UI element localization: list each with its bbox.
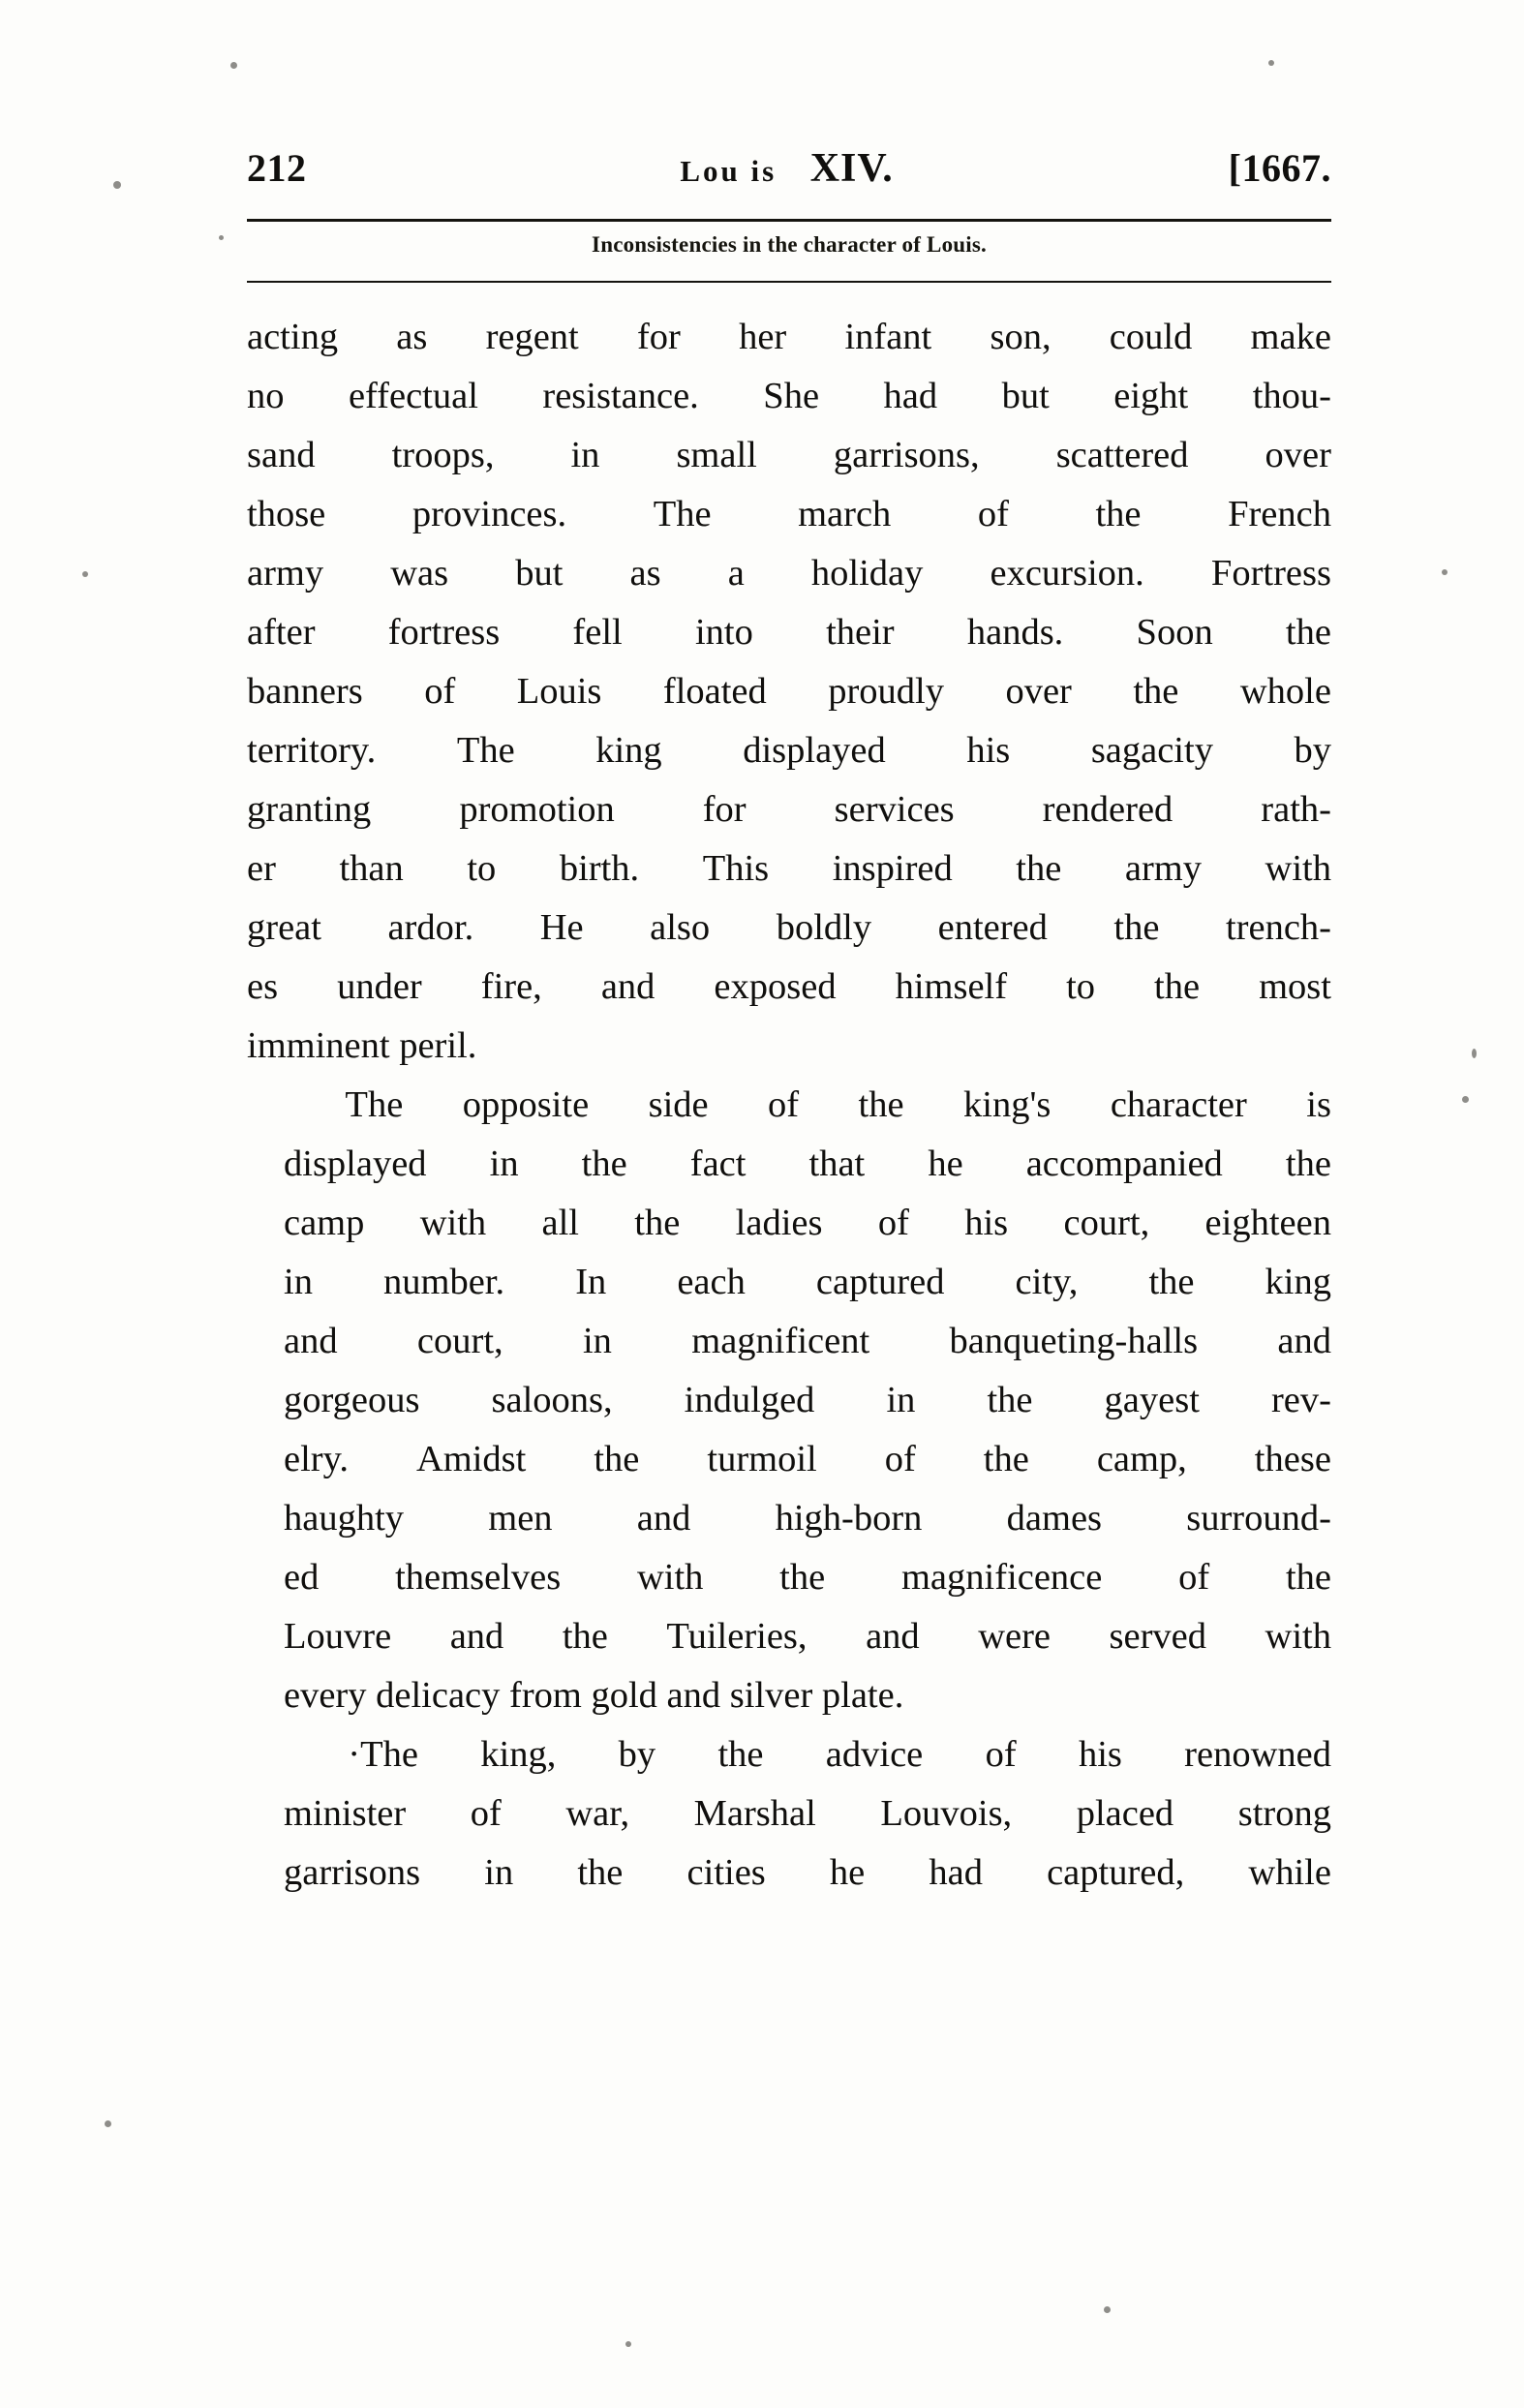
page-number: 212: [247, 146, 307, 190]
word: resistance.: [542, 376, 699, 416]
word: over: [1265, 435, 1331, 475]
text-line: [247, 1784, 1331, 1844]
text-line: [247, 839, 1331, 899]
word: but: [515, 553, 564, 594]
word: as: [396, 317, 428, 357]
text-line: [247, 1844, 1331, 1903]
word: to: [1066, 966, 1096, 1007]
word: gayest: [1104, 1380, 1200, 1420]
word: turmoil: [707, 1439, 817, 1479]
word: In: [575, 1262, 607, 1302]
word: granting: [247, 789, 372, 830]
word: excursion.: [990, 553, 1144, 594]
word: of: [985, 1734, 1017, 1775]
word: placed: [1076, 1793, 1174, 1834]
word: entered: [937, 907, 1048, 948]
text-line: [247, 544, 1331, 603]
word: acting: [247, 317, 339, 357]
word: saloons,: [491, 1380, 613, 1420]
word: in: [489, 1143, 519, 1184]
word: for: [702, 789, 747, 830]
word: sand: [247, 435, 316, 475]
word: had: [883, 376, 938, 416]
word: make: [1250, 317, 1331, 357]
scan-speck: [1268, 60, 1274, 66]
word: army: [247, 553, 324, 594]
word: birth.: [559, 848, 640, 889]
word: while: [1248, 1852, 1331, 1893]
word: that: [808, 1143, 866, 1184]
word: ed: [284, 1557, 320, 1598]
word: troops,: [391, 435, 495, 475]
word: boldly: [776, 907, 872, 948]
word: also: [650, 907, 711, 948]
word: The: [345, 1084, 404, 1125]
word: This: [702, 848, 770, 889]
word: infant: [844, 317, 932, 357]
paragraph: [247, 1725, 1331, 1903]
word: the: [779, 1557, 826, 1598]
scan-speck: [105, 2120, 111, 2127]
scan-speck: [1462, 1096, 1469, 1103]
text-line: [247, 1076, 1331, 1135]
word: son,: [990, 317, 1052, 357]
word: of: [884, 1439, 916, 1479]
word: himself: [895, 966, 1008, 1007]
word: surround-: [1186, 1498, 1331, 1539]
scan-speck: [625, 2341, 631, 2347]
word: the: [1016, 848, 1062, 889]
word: after: [247, 612, 316, 653]
text-line: [247, 1489, 1331, 1548]
scan-speck: [1472, 1049, 1477, 1058]
text-line: [247, 662, 1331, 721]
word: territory.: [247, 730, 377, 771]
word: fortress: [387, 612, 501, 653]
word: accompanied: [1025, 1143, 1223, 1184]
word: the: [858, 1084, 904, 1125]
word: Fortress: [1210, 553, 1331, 594]
word: small: [676, 435, 757, 475]
word: eight: [1113, 376, 1189, 416]
word: and: [866, 1616, 920, 1657]
word: men: [488, 1498, 553, 1539]
word: of: [424, 671, 456, 712]
paragraph-indent: [247, 1725, 286, 1784]
text-line: [247, 1135, 1331, 1194]
paragraph-indent: [247, 1076, 286, 1135]
word: rath-: [1261, 789, 1331, 830]
word: advice: [825, 1734, 924, 1775]
text-line: [247, 1312, 1331, 1371]
word: court,: [1063, 1203, 1150, 1243]
paragraph: [247, 308, 1331, 1076]
word: floated: [662, 671, 767, 712]
word: her: [739, 317, 787, 357]
word: magnificent: [691, 1321, 870, 1361]
word: for: [636, 317, 681, 357]
scan-speck: [113, 181, 121, 189]
word: court,: [416, 1321, 503, 1361]
word: gorgeous: [284, 1380, 420, 1420]
word: rev-: [1270, 1380, 1331, 1420]
word: The: [456, 730, 515, 771]
word: to: [467, 848, 497, 889]
word: cities: [686, 1852, 766, 1893]
word: and: [449, 1616, 504, 1657]
word: with: [1265, 1616, 1331, 1657]
word: Marshal: [693, 1793, 816, 1834]
running-title: [680, 145, 893, 192]
word: promotion: [459, 789, 615, 830]
word: his: [964, 1203, 1009, 1243]
word: Louvre: [284, 1616, 392, 1657]
word: is: [1306, 1084, 1331, 1125]
word: the: [1133, 671, 1179, 712]
text-line: [247, 721, 1331, 780]
word: the: [983, 1439, 1029, 1479]
text-line: [247, 899, 1331, 958]
word: opposite: [462, 1084, 590, 1125]
body-text: [247, 308, 1331, 1903]
word: banqueting-halls: [949, 1321, 1199, 1361]
word: the: [1113, 907, 1160, 948]
word: regent: [485, 317, 579, 357]
text-line: [247, 958, 1331, 1017]
word: inspired: [832, 848, 953, 889]
word: Amidst: [415, 1439, 527, 1479]
word: of: [768, 1084, 800, 1125]
scan-speck: [219, 235, 224, 240]
scan-speck: [82, 571, 88, 577]
word: served: [1109, 1616, 1207, 1657]
word: in: [886, 1380, 916, 1420]
word: provinces.: [411, 494, 567, 534]
word: captured,: [1047, 1852, 1185, 1893]
word: renowned: [1184, 1734, 1331, 1775]
word: of: [977, 494, 1009, 534]
word: services: [834, 789, 955, 830]
text-line: [247, 1253, 1331, 1312]
word: banners: [247, 671, 363, 712]
text-line: [247, 367, 1331, 426]
word: high-born: [775, 1498, 923, 1539]
word: with: [636, 1557, 704, 1598]
header-rule-bottom: [247, 281, 1331, 283]
running-title-small-caps: Lou is: [680, 154, 777, 188]
text-line: imminent peril.: [247, 1025, 477, 1066]
word: proudly: [828, 671, 944, 712]
word: were: [978, 1616, 1051, 1657]
word: scattered: [1055, 435, 1189, 475]
word: haughty: [284, 1498, 405, 1539]
word: Louvois,: [880, 1793, 1013, 1834]
word: magnificence: [900, 1557, 1103, 1598]
word: with: [1265, 848, 1331, 889]
word: by: [618, 1734, 656, 1775]
word: camp: [284, 1203, 365, 1243]
word: the: [1285, 1143, 1331, 1184]
word: the: [1285, 1557, 1331, 1598]
word: in: [570, 435, 600, 475]
word: the: [1148, 1262, 1195, 1302]
word: Louis: [516, 671, 602, 712]
word: of: [877, 1203, 909, 1243]
word: king's: [963, 1084, 1052, 1125]
scan-speck: [1442, 569, 1448, 575]
word: the: [562, 1616, 608, 1657]
text-line: [247, 308, 1331, 367]
word: the: [577, 1852, 624, 1893]
word: the: [717, 1734, 764, 1775]
word: a: [727, 553, 745, 594]
word: er: [247, 848, 276, 889]
word: the: [1285, 612, 1331, 653]
word: fact: [689, 1143, 747, 1184]
word: effectual: [348, 376, 478, 416]
text-line: every delicacy from gold and silver plate.: [284, 1675, 904, 1716]
word: city,: [1015, 1262, 1079, 1302]
word: sagacity: [1090, 730, 1213, 771]
word: number.: [383, 1262, 505, 1302]
word: king: [595, 730, 662, 771]
word: into: [694, 612, 753, 653]
text-line: [247, 1548, 1331, 1607]
word: camp,: [1096, 1439, 1187, 1479]
word: by: [1294, 730, 1331, 771]
word: character: [1110, 1084, 1247, 1125]
word: French: [1228, 494, 1331, 534]
word: army: [1124, 848, 1202, 889]
scan-speck: [230, 62, 237, 69]
word: ladies: [735, 1203, 823, 1243]
word: war,: [565, 1793, 630, 1834]
word: the: [1095, 494, 1142, 534]
word: He: [539, 907, 584, 948]
word: the: [594, 1439, 640, 1479]
word: under: [337, 966, 422, 1007]
word: minister: [284, 1793, 407, 1834]
word: and: [600, 966, 655, 1007]
word: Tuileries,: [666, 1616, 808, 1657]
word: than: [339, 848, 404, 889]
word: march: [798, 494, 892, 534]
word: all: [541, 1203, 579, 1243]
word: the: [581, 1143, 627, 1184]
running-title-main: XIV.: [809, 146, 894, 191]
word: in: [284, 1262, 313, 1302]
running-head: [247, 145, 1331, 205]
word: of: [470, 1793, 502, 1834]
word: displayed: [284, 1143, 427, 1184]
word: es: [247, 966, 279, 1007]
word: exposed: [714, 966, 837, 1007]
word: the: [1154, 966, 1201, 1007]
scan-speck: [1104, 2306, 1111, 2313]
word: trench-: [1225, 907, 1331, 948]
text-line: [247, 1194, 1331, 1253]
word: ·The: [348, 1734, 418, 1775]
word: was: [390, 553, 449, 594]
word: indulged: [684, 1380, 815, 1420]
word: themselves: [395, 1557, 562, 1598]
word: could: [1109, 317, 1193, 357]
word: eighteen: [1204, 1203, 1331, 1243]
word: of: [1178, 1557, 1210, 1598]
word: elry.: [284, 1439, 349, 1479]
word: whole: [1239, 671, 1331, 712]
word: but: [1001, 376, 1050, 416]
word: rendered: [1042, 789, 1173, 830]
word: with: [419, 1203, 487, 1243]
word: hands.: [966, 612, 1064, 653]
paragraph: [247, 1076, 1331, 1725]
word: side: [648, 1084, 709, 1125]
text-line: [247, 780, 1331, 839]
word: strong: [1237, 1793, 1331, 1834]
word: and: [636, 1498, 691, 1539]
word: in: [484, 1852, 514, 1893]
word: king,: [480, 1734, 557, 1775]
word: his: [966, 730, 1011, 771]
text-line: [247, 1725, 1331, 1784]
word: in: [582, 1321, 612, 1361]
text-line: [247, 1430, 1331, 1489]
word: each: [677, 1262, 746, 1302]
word: garrisons,: [833, 435, 980, 475]
word: The: [653, 494, 712, 534]
word: captured: [815, 1262, 945, 1302]
text-line: [247, 485, 1331, 544]
word: had: [929, 1852, 983, 1893]
word: those: [247, 494, 326, 534]
word: the: [987, 1380, 1033, 1420]
word: their: [826, 612, 895, 653]
word: these: [1254, 1439, 1331, 1479]
word: the: [634, 1203, 681, 1243]
word: thou-: [1252, 376, 1331, 416]
word: Soon: [1136, 612, 1213, 653]
word: most: [1259, 966, 1331, 1007]
word: great: [247, 907, 321, 948]
text-line: [247, 1607, 1331, 1666]
word: and: [1277, 1321, 1331, 1361]
word: displayed: [743, 730, 886, 771]
page-content: [247, 145, 1331, 1903]
word: garrisons: [284, 1852, 421, 1893]
word: his: [1078, 1734, 1122, 1775]
word: king: [1265, 1262, 1331, 1302]
word: holiday: [810, 553, 924, 594]
text-line: [247, 603, 1331, 662]
word: She: [763, 376, 820, 416]
section-sidenote: Inconsistencies in the character of Louis.: [592, 232, 987, 257]
word: fire,: [480, 966, 542, 1007]
running-head-year: [1667.: [1228, 146, 1331, 190]
word: and: [284, 1321, 338, 1361]
text-line: [247, 426, 1331, 485]
text-line: [247, 1371, 1331, 1430]
word: he: [829, 1852, 866, 1893]
word: no: [247, 376, 285, 416]
word: ardor.: [387, 907, 474, 948]
word: dames: [1006, 1498, 1103, 1539]
word: as: [629, 553, 661, 594]
word: over: [1005, 671, 1072, 712]
word: he: [928, 1143, 963, 1184]
word: fell: [572, 612, 623, 653]
